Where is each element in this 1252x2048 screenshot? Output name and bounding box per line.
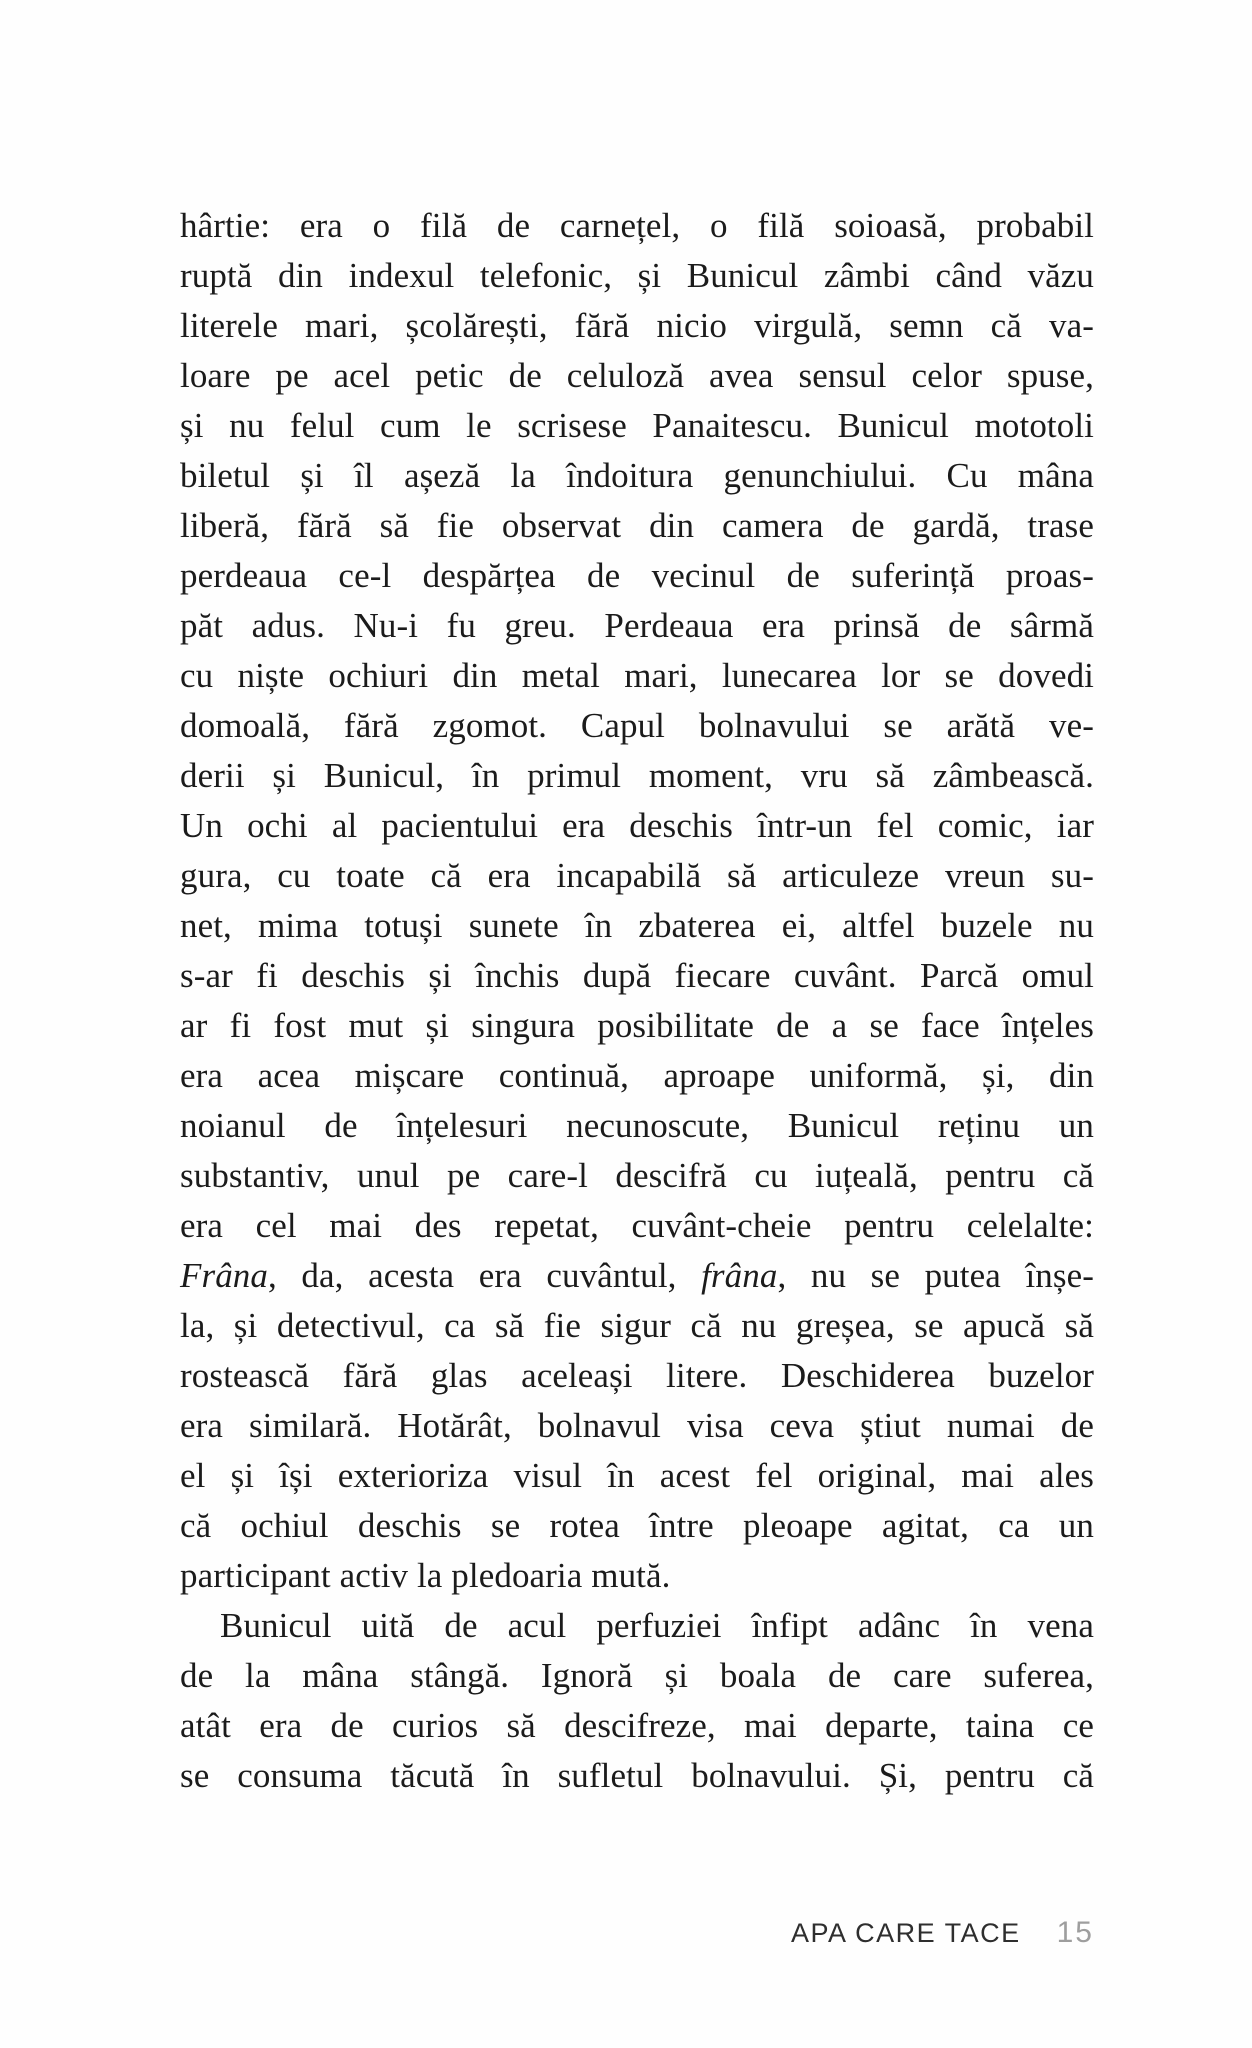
text-line bbox=[180, 1251, 1094, 1301]
text-segment: ruptă din indexul telefonic, și Bunicul zâmbi când văzu bbox=[180, 256, 1094, 295]
text-segment: s-ar fi deschis și închis după fiecare cuvânt. Parcă omul bbox=[180, 956, 1094, 995]
text-segment: ar fi fost mut și singura posibilitate de a se face înțeles bbox=[180, 1006, 1094, 1045]
text-line bbox=[180, 1051, 1094, 1101]
text-segment: liberă, fără să fie observat din camera de gardă, trase bbox=[180, 506, 1094, 545]
text-line bbox=[180, 601, 1094, 651]
text-line bbox=[180, 1101, 1094, 1151]
text-line bbox=[180, 1001, 1094, 1051]
text-line bbox=[180, 551, 1094, 601]
text-line bbox=[180, 1551, 1094, 1601]
text-segment: hârtie: era o filă de carnețel, o filă soioasă, probabil bbox=[180, 206, 1094, 245]
text-segment: derii și Bunicul, în primul moment, vru să zâmbească. bbox=[180, 756, 1094, 795]
text-segment: domoală, fără zgomot. Capul bolnavului se arătă ve- bbox=[180, 706, 1094, 745]
text-line bbox=[180, 201, 1094, 251]
text-segment: atât era de curios să descifreze, mai departe, taina ce bbox=[180, 1706, 1094, 1745]
text-line bbox=[180, 1751, 1094, 1801]
text-segment: era acea mișcare continuă, aproape uniformă, și, din bbox=[180, 1056, 1094, 1095]
text-line bbox=[180, 801, 1094, 851]
text-segment: substantiv, unul pe care-l descifră cu iuțeală, pentru că bbox=[180, 1156, 1094, 1195]
text-block bbox=[180, 201, 1094, 1801]
text-segment: loare pe acel petic de celuloză avea sensul celor spuse, bbox=[180, 356, 1094, 395]
text-line bbox=[180, 901, 1094, 951]
text-segment: net, mima totuși sunete în zbaterea ei, altfel buzele nu bbox=[180, 906, 1094, 945]
text-segment: păt adus. Nu-i fu greu. Perdeaua era prinsă de sârmă bbox=[180, 606, 1094, 645]
text-segment: literele mari, școlărești, fără nicio virgulă, semn că va- bbox=[180, 306, 1094, 345]
running-title: APA CARE TACE bbox=[791, 1918, 1021, 1948]
text-segment: perdeaua ce-l despărțea de vecinul de suferință proas- bbox=[180, 556, 1094, 595]
page-number: 15 bbox=[1056, 1916, 1094, 1949]
italic-text-segment: Frâna bbox=[180, 1256, 268, 1295]
text-line bbox=[180, 1351, 1094, 1401]
text-segment: biletul și îl așeză la îndoitura genunchiului. Cu mâna bbox=[180, 456, 1094, 495]
text-line bbox=[180, 1451, 1094, 1501]
text-segment: și nu felul cum le scrisese Panaitescu. Bunicul mototoli bbox=[180, 406, 1094, 445]
text-segment: participant activ la pledoaria mută. bbox=[180, 1556, 671, 1595]
text-line bbox=[180, 401, 1094, 451]
page-footer bbox=[180, 1916, 1094, 1950]
text-line bbox=[180, 1651, 1094, 1701]
text-line bbox=[180, 1201, 1094, 1251]
text-segment: rostească fără glas aceleași litere. Deschiderea buzelor bbox=[180, 1356, 1094, 1395]
text-segment: el și își exterioriza visul în acest fel original, mai ales bbox=[180, 1456, 1094, 1495]
text-segment: era similară. Hotărât, bolnavul visa ceva știut numai de bbox=[180, 1406, 1094, 1445]
text-line bbox=[180, 351, 1094, 401]
text-segment: era cel mai des repetat, cuvânt-cheie pentru celelalte: bbox=[180, 1206, 1094, 1245]
text-line bbox=[180, 1151, 1094, 1201]
text-line bbox=[180, 1601, 1094, 1651]
text-segment: Un ochi al pacientului era deschis într-un fel comic, iar bbox=[180, 806, 1094, 845]
text-line bbox=[180, 301, 1094, 351]
text-line bbox=[180, 1301, 1094, 1351]
text-line bbox=[180, 1701, 1094, 1751]
text-line bbox=[180, 251, 1094, 301]
text-segment: la, și detectivul, ca să fie sigur că nu greșea, se apucă să bbox=[180, 1306, 1094, 1345]
text-line bbox=[180, 501, 1094, 551]
text-line bbox=[180, 701, 1094, 751]
text-segment: noianul de înțelesuri necunoscute, Bunicul reținu un bbox=[180, 1106, 1094, 1145]
text-line bbox=[180, 951, 1094, 1001]
text-segment: Bunicul uită de acul perfuziei înfipt adânc în vena bbox=[220, 1606, 1094, 1645]
text-segment: că ochiul deschis se rotea între pleoape agitat, ca un bbox=[180, 1506, 1094, 1545]
text-line bbox=[180, 651, 1094, 701]
text-segment: gura, cu toate că era incapabilă să articuleze vreun su- bbox=[180, 856, 1094, 895]
text-line bbox=[180, 851, 1094, 901]
text-line bbox=[180, 1501, 1094, 1551]
text-line bbox=[180, 451, 1094, 501]
text-line bbox=[180, 751, 1094, 801]
text-segment: de la mâna stângă. Ignoră și boala de care suferea, bbox=[180, 1656, 1094, 1695]
text-segment: , da, acesta era cuvântul, bbox=[268, 1256, 702, 1295]
text-segment: cu niște ochiuri din metal mari, lunecarea lor se dovedi bbox=[180, 656, 1094, 695]
text-segment: , nu se putea înșe- bbox=[777, 1256, 1094, 1295]
italic-text-segment: frâna bbox=[701, 1256, 778, 1295]
text-segment: se consuma tăcută în sufletul bolnavului. Și, pentru că bbox=[180, 1756, 1094, 1795]
text-line bbox=[180, 1401, 1094, 1451]
